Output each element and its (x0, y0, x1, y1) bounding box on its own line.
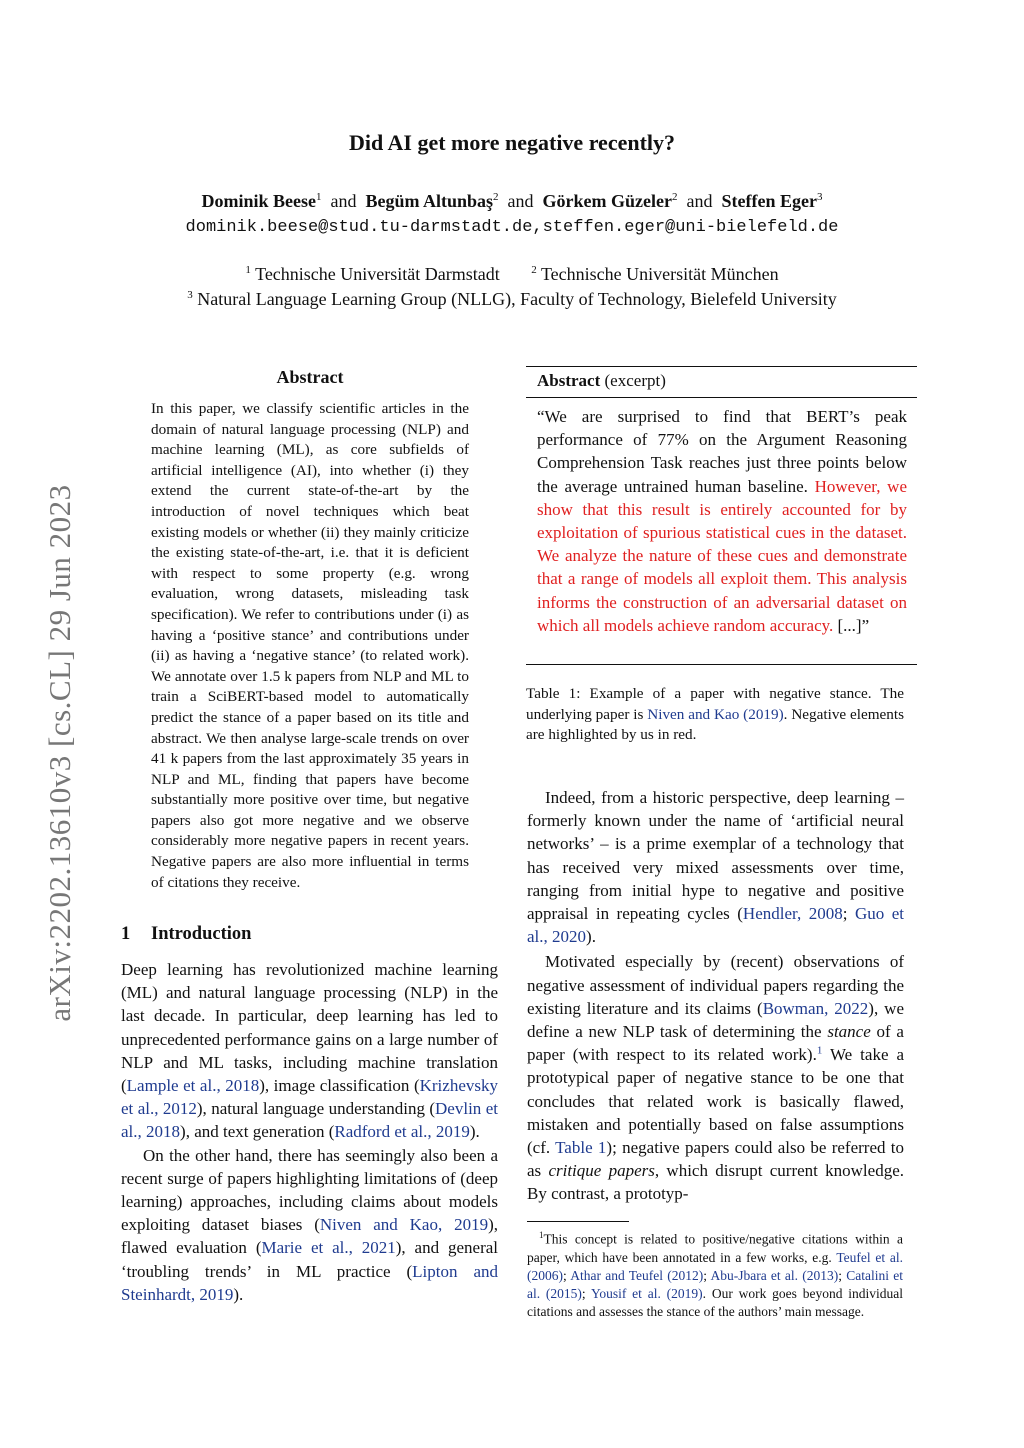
author-name: Görkem Güzeler (542, 191, 673, 211)
table-quote (537, 405, 907, 637)
citation-link[interactable]: Radford et al., 2019 (334, 1122, 470, 1142)
affil-mark: 2 (531, 264, 537, 276)
text-run: ); negative papers could also be referred to as (527, 1138, 905, 1181)
citation-link[interactable]: Catalini et al. (2015) (527, 1267, 903, 1302)
emphasis: stance (827, 1022, 871, 1042)
emphasis: critique papers (548, 1161, 655, 1181)
citation-link[interactable]: Devlin et al., 2018 (121, 1099, 498, 1142)
text-run: Indeed, from a historic perspective, deep learning – formerly known under the name of ‘artificial neural networks’ – is a prime exemplar of a technology that has received very mixed assessments over time, ranging from initial hype to negative and positive appraisal in repeating cycles ( (527, 788, 904, 924)
text-run: This concept is related to positive/negative citations within a paper, which have been annotated in a few works, e.g. (527, 1231, 903, 1265)
introduction-body (121, 958, 498, 1306)
table-mid-rule (526, 397, 917, 398)
text-run: ). (586, 927, 596, 947)
quote-end: [...]” (833, 615, 870, 635)
table-top-rule (526, 366, 917, 367)
citation-link[interactable]: Table 1 (555, 1138, 607, 1158)
text-run: Deep learning has revolutionized machine learning (ML) and natural language processing (NLP) in the last decade. In particular, deep learning has led to unprecedented performance gains on a large number of NLP and ML tasks, including machine translation ( (121, 960, 498, 1096)
text-run: On the other hand, there has seemingly also been a recent surge of papers highlighting limitations of (deep learning) approaches, including claims about models exploiting dataset biases ( (121, 1145, 498, 1235)
citation-link[interactable]: Krizhevsky et al., 2012 (121, 1076, 498, 1119)
paragraph (527, 786, 904, 948)
quote-normal: “We are surprised to find that BERT’s peak performance of 77% on the Argument Reasoning Comprehension Task reaches just three points below the average untrained human baseline. (537, 407, 907, 496)
paragraph (121, 958, 498, 1144)
text-run: Motivated especially by (recent) observations of negative assessment of individual papers regarding the existing literature and its claims ( (527, 952, 904, 1018)
text-run: ; (703, 1267, 711, 1283)
text-run: of a paper (with respect to its related work). (527, 1022, 904, 1065)
quote-negative-highlight: However, we show that this result is entirely accounted for by exploitation of spurious statistical cues in the dataset. We analyze the nature of these cues and demonstrate that a range of models all exploit them. This analysis informs the construction of an adversarial dataset on which all models achieve random accuracy. (537, 476, 908, 635)
citation-link[interactable]: Niven and Kao (2019) (647, 705, 784, 723)
author-affil-mark: 1 (316, 191, 322, 203)
author-affil-mark: 2 (493, 191, 499, 203)
section-number: 1 (121, 924, 131, 944)
affil-mark: 3 (187, 289, 193, 301)
author-list (0, 191, 1024, 212)
caption-text: . Negative elements are highlighted by us in red. (526, 705, 904, 744)
text-run: , which disrupt current knowledge. By contrast, a prototyp- (527, 1161, 905, 1204)
citation-link[interactable]: Niven and Kao, 2019 (319, 1215, 489, 1235)
affil-mark: 1 (245, 264, 251, 276)
paragraph (121, 1144, 498, 1306)
abstract-heading: Abstract (276, 367, 344, 387)
caption-text: Table 1: Example of a paper with negative stance. The underlying paper is (526, 685, 904, 723)
citation-link[interactable]: Lample et al., 2018 (126, 1076, 260, 1096)
table-header-rest: (excerpt) (600, 371, 666, 390)
author-name: Begüm Altunbaş (365, 191, 494, 211)
text-run: We take a prototypical paper of negative stance to be one that concludes that related work is basically flawed, mistaken and potentially based on false assumptions (cf. (527, 1045, 904, 1158)
table-bottom-rule (526, 664, 917, 665)
table-header (537, 371, 666, 391)
citation-link[interactable]: Hendler, 2008 (742, 904, 843, 924)
author-separator: and (686, 191, 713, 211)
citation-link[interactable]: Athar and Teufel (2012) (570, 1267, 704, 1283)
citation-link[interactable]: Bowman, 2022 (762, 998, 869, 1018)
author-name: Steffen Eger (721, 191, 817, 211)
citation-link[interactable]: Guo et al., 2020 (527, 904, 904, 947)
text-run: ), and text generation ( (180, 1122, 335, 1142)
affiliation: Technische Universität Darmstadt (255, 264, 500, 284)
arxiv-sidebar-stamp: arXiv:2202.13610v3 [cs.CL] 29 Jun 2023 (42, 484, 77, 1022)
paper-title: Did AI get more negative recently? (348, 130, 676, 155)
right-column-body (527, 786, 904, 1206)
abstract-body: In this paper, we classify scientific articles in the domain of natural language processing (NLP) and machine learning (ML), as core subfields of artificial intelligence (AI), into whether (i) they extend the current state-of-the-art by the introduction of novel techniques which beat existing models or whether (ii) they mainly criticize the existing state-of-the-art, i.e. that it is deficient with respect to some property (e.g. wrong evaluation, wrong datasets, misleading task specification). We refer to contributions under (i) as having a ‘positive stance’ and contributions under (ii) as having a ‘negative stance’ (to related work). We annotate over 1.5 k papers from NLP and ML to train a SciBERT-based model to automatically predict the stance of a paper based on its title and abstract. We then analyse large-scale trends on over 41 k papers from the last approximately 35 years in NLP and ML, finding that papers have become substantially more positive over time, but negative papers also got more negative and we observe considerably more negative papers in recent years. Negative papers are also more influential in terms of citations they receive. (151, 400, 469, 891)
author-name: Dominik Beese (201, 191, 316, 211)
affiliation: Technische Universität München (540, 264, 779, 284)
text-run: ; (842, 904, 855, 924)
author-affil-mark: 3 (816, 191, 823, 203)
text-run: ). (233, 1284, 244, 1304)
footnote (527, 1226, 903, 1322)
footnote-rule (527, 1221, 629, 1222)
affiliation-line-2 (0, 289, 1024, 310)
citation-link[interactable]: Marie et al., 2021 (261, 1238, 396, 1258)
text-run: ), we define a new NLP task of determining the (527, 998, 905, 1042)
footnote-mark[interactable]: 1 (539, 1230, 544, 1240)
affiliation-line-1 (0, 264, 1024, 285)
text-run: ), image classification ( (259, 1076, 420, 1096)
text-run: ). (469, 1122, 480, 1142)
author-separator: and (330, 191, 357, 211)
text-run: ; (838, 1267, 847, 1283)
text-run: ), flawed evaluation ( (121, 1215, 498, 1258)
text-run: ), and general ‘troubling trends’ in ML practice ( (121, 1238, 499, 1281)
table-caption (526, 684, 904, 746)
author-affil-mark: 2 (672, 191, 678, 203)
text-run: ; (563, 1267, 571, 1283)
text-run: ), natural language understanding ( (196, 1099, 436, 1119)
author-separator: and (507, 191, 534, 211)
citation-link[interactable]: Abu-Jbara et al. (2013) (710, 1267, 839, 1283)
citation-link[interactable]: Yousif et al. (2019) (590, 1286, 703, 1302)
text-run: ; (581, 1286, 591, 1302)
affiliation: Natural Language Learning Group (NLLG), Faculty of Technology, Bielefeld University (197, 289, 837, 309)
paragraph (527, 950, 904, 1205)
text-run: . Our work goes beyond individual citations and assesses the stance of the authors’ main message. (527, 1286, 904, 1320)
footnote-text (527, 1226, 903, 1322)
footnote-mark[interactable]: 1 (816, 1044, 823, 1057)
section-heading-introduction (121, 924, 251, 945)
author-emails: dominik.beese@stud.tu-darmstadt.de,steffen.eger@uni-bielefeld.de (185, 218, 839, 237)
citation-link[interactable]: Teufel et al. (2006) (527, 1249, 903, 1283)
table-header-bold: Abstract (537, 371, 601, 390)
citation-link[interactable]: Lipton and Steinhardt, 2019 (121, 1261, 498, 1304)
section-title: Introduction (151, 924, 252, 944)
